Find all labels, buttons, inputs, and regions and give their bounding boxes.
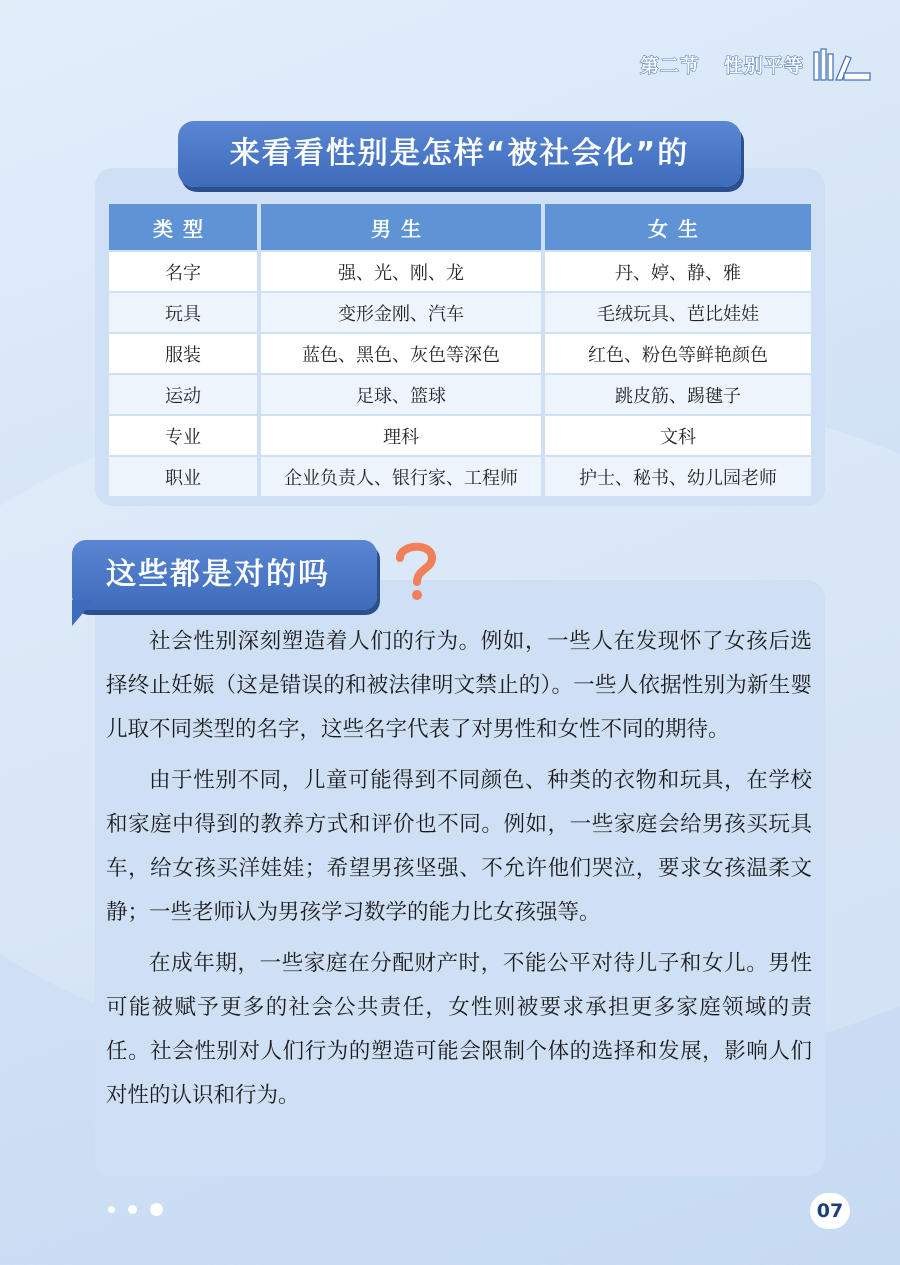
table-header-row bbox=[109, 204, 811, 250]
page-number: 07 bbox=[810, 1193, 850, 1229]
dot bbox=[128, 1205, 137, 1214]
page-header bbox=[640, 46, 872, 82]
paragraph: 社会性别深刻塑造着人们的行为。例如，一些人在发现怀了女孩后选择终止妊娠（这是错误的和被法律明文禁止的）。一些人依据性别为新生婴儿取不同类型的名字，这些名字代表了对男性和女性不同的期待。 bbox=[106, 629, 812, 742]
table-row bbox=[109, 293, 811, 332]
row-category: 职业 bbox=[109, 457, 257, 496]
table-title: 来看看性别是怎样“被社会化”的 bbox=[178, 121, 741, 187]
row-boys-value: 理科 bbox=[261, 416, 541, 455]
row-girls-value: 丹、婷、静、雅 bbox=[545, 252, 811, 291]
question-mark-icon bbox=[388, 538, 444, 602]
column-header-girls: 女生 bbox=[545, 204, 811, 250]
paragraph: 由于性别不同，儿童可能得到不同颜色、种类的衣物和玩具，在学校和家庭中得到的教养方式和评价也不同。例如，一些家庭会给男孩买玩具车，给女孩买洋娃娃；希望男孩坚强、不允许他们哭泣，要求女孩温柔文静；一些老师认为男孩学习数学的能力比女孩强等。 bbox=[106, 768, 812, 925]
row-boys-value: 强、光、刚、龙 bbox=[261, 252, 541, 291]
row-boys-value: 企业负责人、银行家、工程师 bbox=[261, 457, 541, 496]
row-category: 玩具 bbox=[109, 293, 257, 332]
row-girls-value: 护士、秘书、幼儿园老师 bbox=[545, 457, 811, 496]
row-girls-value: 红色、粉色等鲜艳颜色 bbox=[545, 334, 811, 373]
dot bbox=[150, 1203, 163, 1216]
table-row bbox=[109, 416, 811, 455]
row-boys-value: 蓝色、黑色、灰色等深色 bbox=[261, 334, 541, 373]
paragraph: 在成年期，一些家庭在分配财产时，不能公平对待儿子和女儿。男性可能被赋予更多的社会公共责任，女性则被要求承担更多家庭领域的责任。社会性别对人们行为的塑造可能会限制个体的选择和发展，影响人们对性的认识和行为。 bbox=[106, 951, 812, 1108]
row-girls-value: 毛绒玩具、芭比娃娃 bbox=[545, 293, 811, 332]
row-category: 专业 bbox=[109, 416, 257, 455]
row-boys-value: 变形金刚、汽车 bbox=[261, 293, 541, 332]
row-category: 名字 bbox=[109, 252, 257, 291]
speech-bubble-tail bbox=[72, 600, 94, 626]
page-dots-decoration bbox=[108, 1203, 176, 1216]
row-category: 运动 bbox=[109, 375, 257, 414]
table-row bbox=[109, 375, 811, 414]
table-row bbox=[109, 252, 811, 291]
row-category: 服装 bbox=[109, 334, 257, 373]
section-label: 第二节 bbox=[639, 54, 700, 77]
body-text bbox=[106, 620, 812, 1125]
table-row bbox=[109, 334, 811, 373]
row-girls-value: 文科 bbox=[545, 416, 811, 455]
row-boys-value: 足球、篮球 bbox=[261, 375, 541, 414]
question-banner: 这些都是对的吗 bbox=[72, 540, 377, 610]
books-icon bbox=[812, 46, 872, 82]
table-row bbox=[109, 457, 811, 496]
dot bbox=[108, 1206, 115, 1213]
section-topic: 性别平等 bbox=[723, 54, 804, 77]
column-header-boys: 男生 bbox=[261, 204, 541, 250]
gender-socialization-table bbox=[105, 202, 815, 498]
column-header-type: 类型 bbox=[109, 204, 257, 250]
row-girls-value: 跳皮筋、踢毽子 bbox=[545, 375, 811, 414]
